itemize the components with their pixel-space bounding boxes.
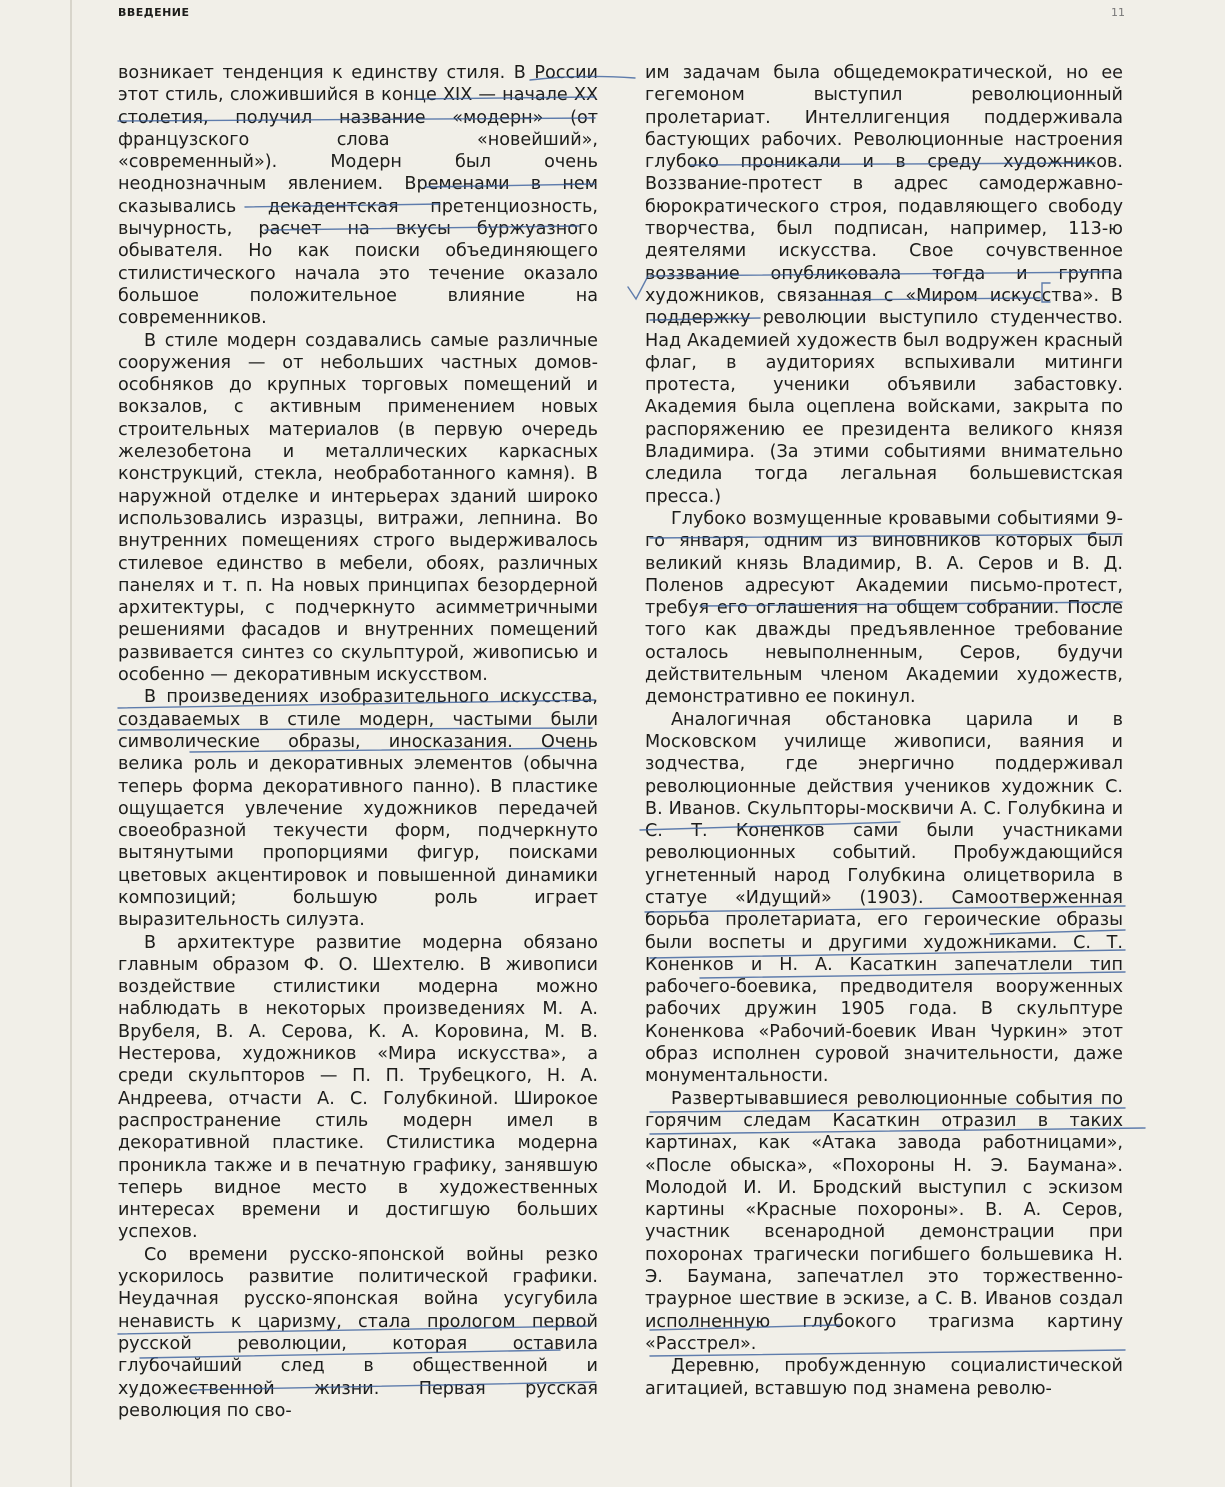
- paragraph: Глубоко возмущенные кровавыми событиями 9-го января, одним из виновников которых был великий князь Владимир, В. А. Серов и В. Д. Поленов адресуют Академии письмо-протест, требуя его оглашения на общем собрании. После того как дважды предъявленное требование осталось невыполненным, Серов, будучи действительным членом Академии художеств, демонстративно ее покинул.: [645, 508, 1123, 708]
- paragraph: Аналогичная обстановка царила и в Московском училище живописи, ваяния и зодчества, где энергично поддерживал революционные действия учеников художник С. В. Иванов. Скульпторы-москвичи А. С. Голубкина и С. Т. Коненков сами были участниками революционных событий. Пробуждающийся угнетенный народ Голубкина олицетворила в статуе «Идущий» (1903). Самоотверженная борьба пролетариата, его героические образы были воспеты и другими художниками. С. Т. Коненков и Н. А. Касаткин запечатлели тип рабочего-боевика, предводителя вооруженных рабочих дружин 1905 года. В скульптуре Коненкова «Рабочий-боевик Иван Чуркин» этот образ исполнен суровой значительности, даже монументальности.: [645, 709, 1123, 1087]
- left-column: [118, 62, 598, 1422]
- right-column: [645, 62, 1123, 1400]
- paragraph: им задачам была общедемократической, но ее гегемоном выступил революционный пролетариат. Интеллигенция поддерживала бастующих рабочих. Революционные настроения глубоко проникали и в среду художников. Воззвание-протест в адрес самодержавно-бюрократического строя, подавляющего свободу творчества, был подписан, например, 113-ю деятелями искусства. Свое сочувственное воззвание опубликовала тогда и группа художников, связанная с «Миром искусства». В поддержку революции выступило студенчество. Над Академией художеств был водружен красный флаг, в аудиториях вспыхивали митинги протеста, ученики объявили забастовку. Академия была оцеплена войсками, закрыта по распоряжению ее президента великого князя Владимира. (За этими событиями внимательно следила тогда легальная большевистская пресса.): [645, 63, 1123, 507]
- paragraph: Развертывавшиеся революционные события по горячим следам Касаткин отразил в таких картинах, как «Атака завода работницами», «После обыска», «Похороны Н. Э. Баумана». Молодой И. И. Бродский выступил с эскизом картины «Красные похороны». В. А. Серов, участник всенародной демонстрации при похоронах трагически погибшего большевика Н. Э. Баумана, запечатлел это торжественно-траурное шествие в эскизе, а С. В. Иванов создал исполненную глубокого трагизма картину «Расстрел».: [645, 1088, 1123, 1354]
- page-edge: [70, 0, 72, 1487]
- paragraph: В произведениях изобразительного искусства, создаваемых в стиле модерн, частыми были символические образы, иносказания. Очень велика роль и декоративных элементов (обычна теперь форма декоративного панно). В пластике ощущается увлечение художников передачей своеобразной текучести форм, подчеркнуто вытянутыми пропорциями фигур, поисками цветовых акцентировок и повышенной динамики композиций; большую роль играет выразительность силуэта.: [118, 687, 598, 931]
- page-header: [118, 6, 1125, 26]
- paragraph: В архитектуре развитие модерна обязано главным образом Ф. О. Шехтелю. В живописи воздействие стилистики модерна можно наблюдать в некоторых произведениях М. А. Врубеля, В. А. Серова, К. А. Коровина, М. В. Нестерова, художников «Мира искусства», а среди скульпторов — П. П. Трубецкого, Н. А. Андреева, отчасти А. С. Голубкиной. Широкое распространение стиль модерн имел в декоративной пластике. Стилистика модерна проникла также и в печатную графику, занявшую теперь видное место в художественных интересах времени и достигшую больших успехов.: [118, 932, 598, 1243]
- section-title: ВВЕДЕНИЕ: [118, 6, 190, 19]
- page-number: 11: [1111, 6, 1125, 19]
- paragraph: В стиле модерн создавались самые различные сооружения — от небольших частных домов-особняков до крупных торговых помещений и вокзалов, с активным применением новых строительных материалов (в первую очередь железобетона и металлических каркасных конструкций, стекла, необработанного камня). В наружной отделке и интерьерах зданий широко использовались изразцы, витражи, лепнина. Во внутренних помещениях строго выдерживалось стилевое единство в мебели, обоях, различных панелях и т. п. На новых принципах безордерной архитектуры, с подчеркнуто асимметричными решениями фасадов и внутренних помещений развивается синтез со скульптурой, живописью и особенно — декоративным искусством.: [118, 330, 598, 686]
- paragraph: возникает тенденция к единству стиля. В России этот стиль, сложившийся в конце XIX — начале XX столетия, получил название «модерн» (от французского слова «новейший», «современный»). Модерн был очень неоднозначным явлением. Временами в нем сказывались декадентская претенциозность, вычурность, расчет на вкусы буржуазного обывателя. Но как поиски объединяющего стилистического начала это течение оказало большое положительное влияние на современников.: [118, 63, 598, 329]
- paragraph: Со времени русско-японской войны резко ускорилось развитие политической графики. Неудачная русско-японская война усугубила ненависть к царизму, стала прологом первой русской революции, которая оставила глубочайший след в общественной и художественной жизни. Первая русская революция по сво-: [118, 1244, 598, 1421]
- paragraph: Деревню, пробужденную социалистической агитацией, вставшую под знамена револю-: [645, 1356, 1123, 1399]
